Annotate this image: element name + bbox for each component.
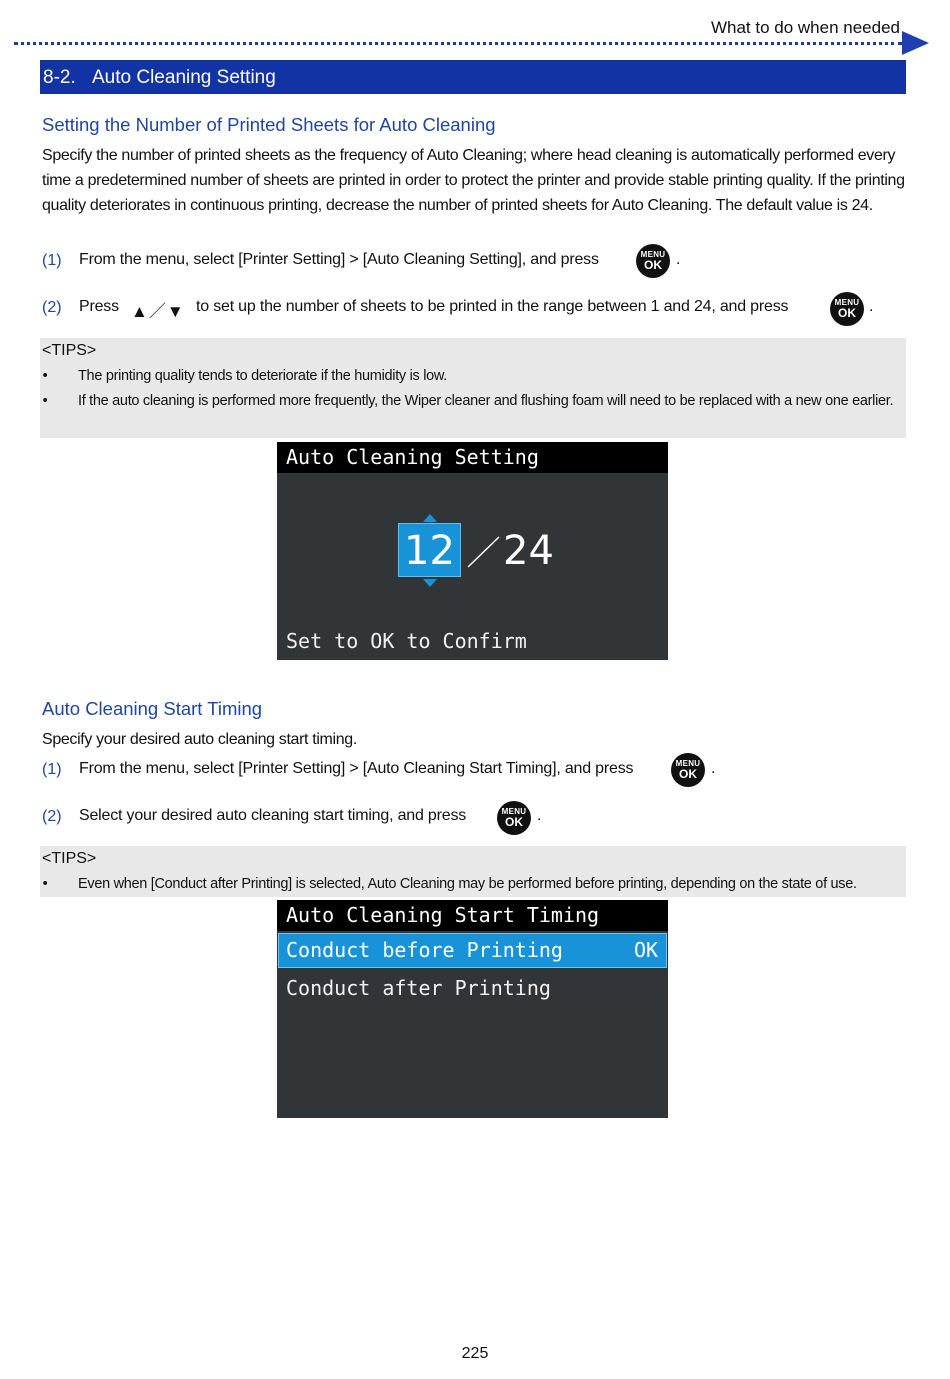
step-period: .	[711, 760, 716, 777]
page-number: 225	[461, 1345, 489, 1362]
lcd-screen-auto-cleaning-setting	[277, 442, 668, 660]
subsection-description-timing: Specify your desired auto cleaning start timing.	[42, 731, 357, 748]
step-text: From the menu, select [Printer Setting] > [Auto Cleaning Start Timing], and press	[79, 760, 634, 777]
subsection-description-sheets: Specify the number of printed sheets as the frequency of Auto Cleaning; where head cleaning is automatically performed every time a predetermined number of sheets are printed in order to protect the printer and provide stable printing quality. If the printing quality deteriorates in continuous printing, decrease the number of printed sheets for Auto Cleaning. The default value is 24.	[42, 147, 905, 214]
next-arrow-icon	[902, 31, 929, 55]
lcd-title: Auto Cleaning Start Timing	[277, 900, 668, 931]
lcd-option-status: OK	[634, 938, 659, 962]
subsection-heading-sheets: Setting the Number of Printed Sheets for Auto Cleaning	[42, 114, 496, 135]
chapter-title: What to do when needed	[710, 18, 900, 37]
section-title-bar	[40, 60, 906, 94]
lcd-title: Auto Cleaning Setting	[277, 442, 668, 473]
sheet-count-max: 24	[503, 528, 554, 574]
lcd-option-label: Conduct after Printing	[286, 976, 551, 1000]
step-text: From the menu, select [Printer Setting] > [Auto Cleaning Setting], and press	[79, 251, 599, 268]
section-title: Auto Cleaning Setting	[92, 67, 276, 88]
step-text: to set up the number of sheets to be printed in the range between 1 and 24, and press	[196, 298, 789, 315]
menu-ok-button-icon: MENU OK	[497, 801, 531, 835]
up-down-keys-icon: ▲／▼	[131, 302, 185, 321]
step-period: .	[676, 251, 681, 268]
menu-ok-button-icon: MENU OK	[636, 244, 670, 278]
lcd-screen-auto-cleaning-start-timing	[277, 900, 668, 1118]
menu-ok-button-icon: MENU OK	[830, 292, 864, 326]
up-arrow-icon	[423, 514, 437, 522]
bullet: •	[42, 393, 48, 409]
tips-label: <TIPS>	[42, 342, 97, 359]
slash-separator-icon	[466, 534, 502, 570]
step-number: (1)	[42, 761, 62, 778]
tips-label: <TIPS>	[42, 850, 97, 867]
down-arrow-icon	[423, 579, 437, 587]
header-dotted-line	[14, 42, 902, 45]
sheet-count-value: 12	[398, 523, 461, 577]
step-number: (1)	[42, 252, 62, 269]
bullet: •	[42, 368, 48, 384]
step-press-label: Press	[79, 298, 119, 315]
subsection-heading-timing: Auto Cleaning Start Timing	[42, 698, 263, 719]
step-number: (2)	[42, 808, 62, 825]
bullet: •	[42, 876, 48, 892]
tips-box: <TIPS> • The printing quality tends to deteriorate if the humidity is low. • If the auto cleaning is performed more frequently, the Wiper cleaner and flushing foam will need to be replaced with a new one earlier.	[40, 338, 906, 438]
section-number: 8-2.	[43, 67, 76, 88]
tips-box: <TIPS> • Even when [Conduct after Printing] is selected, Auto Cleaning may be performed before printing, depending on the state of use.	[40, 846, 906, 897]
lcd-footer: Set to OK to Confirm	[286, 629, 527, 653]
step-period: .	[537, 807, 542, 824]
step-text: Select your desired auto cleaning start timing, and press	[79, 807, 467, 824]
step-number: (2)	[42, 299, 62, 316]
step-period: .	[869, 298, 874, 315]
menu-ok-button-icon: MENU OK	[671, 753, 705, 787]
lcd-option-label: Conduct before Printing	[286, 938, 563, 962]
